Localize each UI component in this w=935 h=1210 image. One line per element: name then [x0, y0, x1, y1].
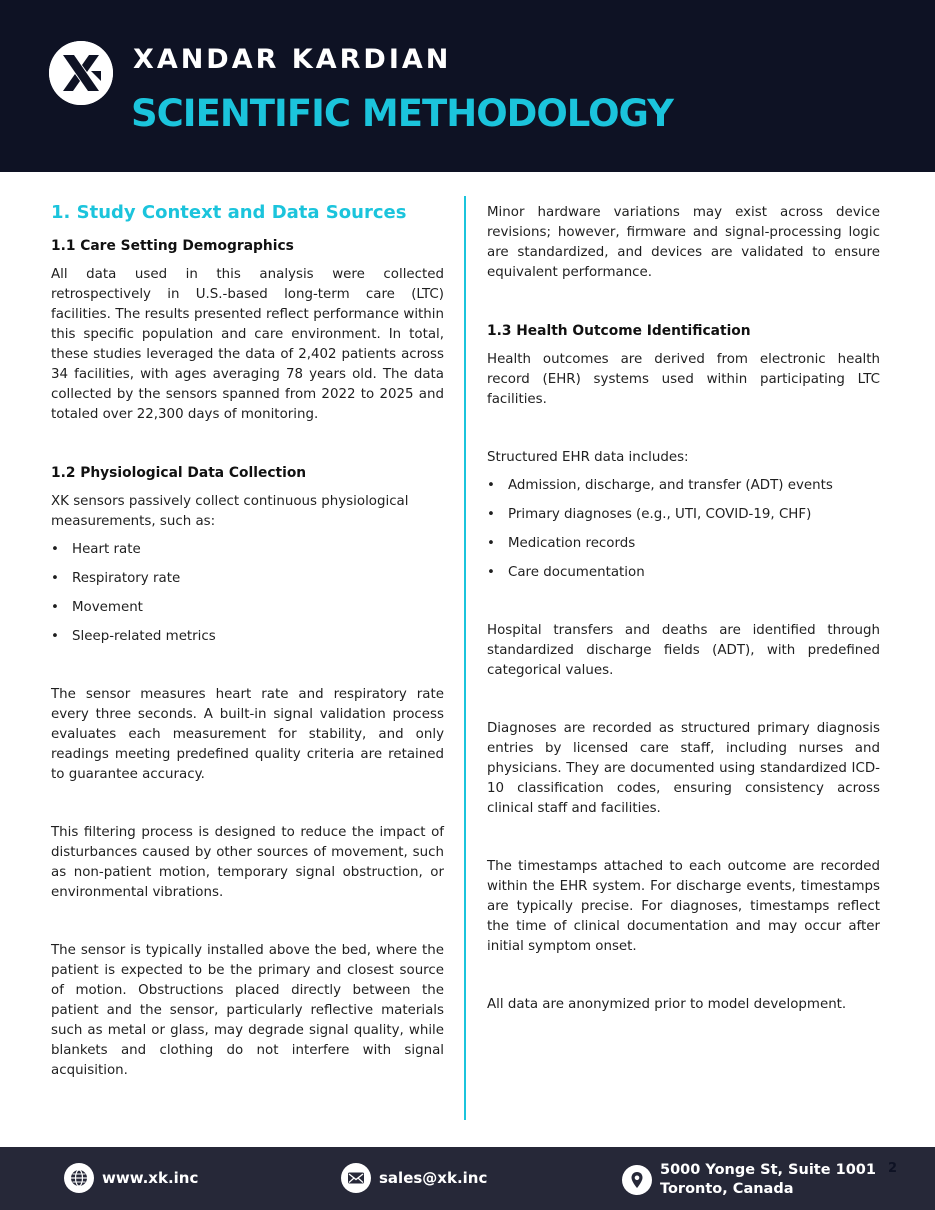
- right-column: [487, 203, 880, 1033]
- brand-name: XANDAR KARDIAN: [133, 44, 452, 75]
- xk-logo-icon: [49, 41, 113, 105]
- document-title: SCIENTIFIC METHODOLOGY: [131, 92, 673, 135]
- list-item: • Admission, discharge, and transfer (ADT) events: [487, 476, 880, 496]
- measurement-list: [51, 540, 444, 647]
- location-pin-icon: [622, 1165, 652, 1195]
- list-item: • Medication records: [487, 534, 880, 554]
- list-item: • Sleep-related metrics: [51, 627, 444, 647]
- paragraph-collection-intro: XK sensors passively collect continuous physiological measurements, such as:: [51, 494, 409, 529]
- page-number: 2: [887, 1161, 897, 1176]
- paragraph-outcomes: Health outcomes are derived from electronic health record (EHR) systems used within participating LTC facilities.: [487, 352, 880, 407]
- list-item: • Primary diagnoses (e.g., UTI, COVID-19, CHF): [487, 505, 880, 525]
- address-line-2: Toronto, Canada: [660, 1181, 794, 1197]
- subsection-title-1-2: 1.2 Physiological Data Collection: [51, 465, 307, 481]
- list-item: • Movement: [51, 598, 444, 618]
- footer-website[interactable]: [64, 1163, 198, 1193]
- list-item: • Care documentation: [487, 563, 880, 583]
- section-title: 1. Study Context and Data Sources: [51, 202, 407, 223]
- paragraph-anonymized: All data are anonymized prior to model development.: [487, 997, 847, 1012]
- paragraph-diagnoses: Diagnoses are recorded as structured primary diagnosis entries by licensed care staff, including nurses and physicians. They are documented using standardized ICD-10 classification codes, ensuring consistency across clinical staff and facilities.: [487, 721, 880, 816]
- footer-email[interactable]: [341, 1163, 487, 1193]
- website-link[interactable]: www.xk.inc: [102, 1169, 199, 1187]
- address-line-1: 5000 Yonge St, Suite 1001: [660, 1162, 876, 1178]
- paragraph-timestamps: The timestamps attached to each outcome are recorded within the EHR system. For discharge events, timestamps are typically precise. For diagnoses, timestamps reflect the time of clinical documentation and may occur after initial symptom onset.: [487, 859, 880, 954]
- footer-address: [622, 1161, 876, 1199]
- paragraph-filtering: This filtering process is designed to reduce the impact of disturbances caused by other sources of movement, such as non-patient motion, temporary signal obstruction, or environmental vibrations.: [51, 825, 444, 900]
- list-item: • Heart rate: [51, 540, 444, 560]
- globe-icon: [64, 1163, 94, 1193]
- list-item: • Respiratory rate: [51, 569, 444, 589]
- left-column: [51, 200, 444, 1099]
- page-header: [0, 0, 935, 172]
- ehr-data-list: [487, 476, 880, 583]
- mail-icon: [341, 1163, 371, 1193]
- subsection-title-1-1: 1.1 Care Setting Demographics: [51, 238, 294, 254]
- paragraph-transfers: Hospital transfers and deaths are identified through standardized discharge fields (ADT), with predefined categorical values.: [487, 623, 880, 678]
- paragraph-sensor-measures: The sensor measures heart rate and respiratory rate every three seconds. A built-in signal validation process evaluates each measurement for stability, and only readings meeting predefined quality criteria are retained to guarantee accuracy.: [51, 687, 444, 782]
- email-link[interactable]: sales@xk.inc: [379, 1169, 488, 1187]
- column-divider: [464, 196, 466, 1120]
- paragraph-ehr-intro: Structured EHR data includes:: [487, 450, 689, 465]
- subsection-title-1-3: 1.3 Health Outcome Identification: [487, 323, 751, 339]
- paragraph-demographics: All data used in this analysis were collected retrospectively in U.S.-based long-term care (LTC) facilities. The results presented reflect performance within this specific population and care environment. In total, these studies leveraged the data of 2,402 patients across 34 facilities, with ages averaging 78 years old. The data collected by the sensors spanned from 2022 to 2025 and totaled over 22,300 days of monitoring.: [51, 267, 444, 422]
- page-footer: [0, 1147, 935, 1210]
- paragraph-hardware: Minor hardware variations may exist across device revisions; however, firmware and signal-processing logic are standardized, and devices are validated to ensure equivalent performance.: [487, 205, 880, 280]
- paragraph-installation: The sensor is typically installed above the bed, where the patient is expected to be the primary and closest source of motion. Obstructions placed directly between the patient and the sensor, particularly reflective materials such as metal or glass, may degrade signal quality, while blankets and clothing do not interfere with signal acquisition.: [51, 943, 444, 1078]
